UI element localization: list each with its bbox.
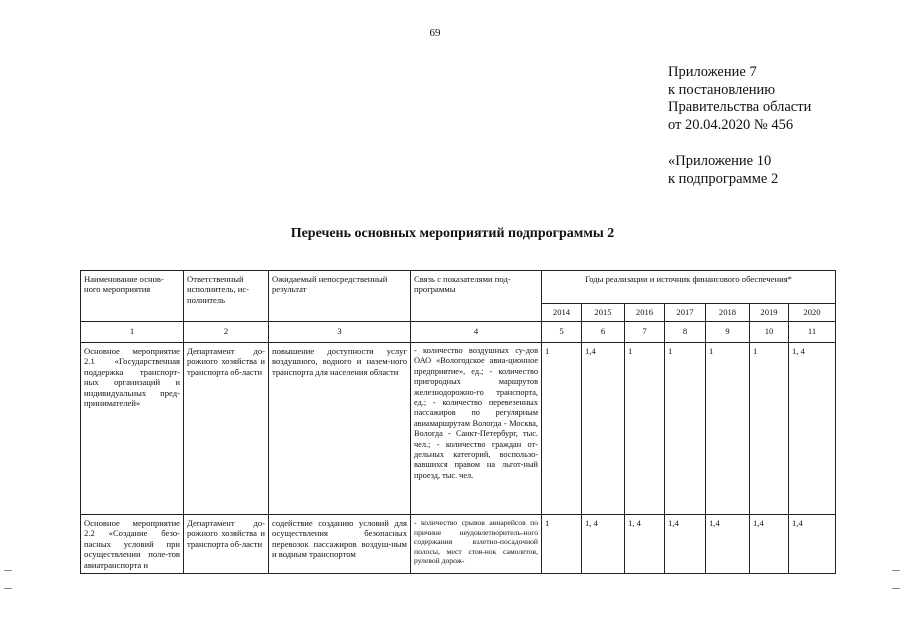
column-number: 5 <box>542 322 582 343</box>
document-title: Перечень основных мероприятий подпрограммы 2 <box>290 226 615 241</box>
year-source: 1 <box>542 515 582 574</box>
margin-mark <box>892 570 900 571</box>
header-years-group: Годы реализации и источник финансового обеспечения* <box>542 271 836 304</box>
year-source: 1,4 <box>706 515 750 574</box>
appendix-line: Приложение 7 <box>668 64 757 80</box>
header-indicators: Связь с показателями под-программы <box>411 271 542 322</box>
appendix-line: «Приложение 10 <box>668 153 772 169</box>
page-number: 69 <box>429 27 441 39</box>
margin-mark <box>892 588 900 589</box>
appendix-line: к постановлению <box>668 81 776 98</box>
header-name: Наименование основ-ного мероприятия <box>81 271 184 322</box>
measures-table <box>80 270 836 574</box>
appendix-line: Правительства области <box>668 99 812 115</box>
appendix-line: от 20.04.2020 № 456 <box>668 116 794 133</box>
column-number: 1 <box>81 322 184 343</box>
column-number: 9 <box>706 322 750 343</box>
year-header: 2018 <box>706 304 750 322</box>
column-number: 3 <box>269 322 411 343</box>
measure-name: Основное мероприятие 2.2 «Создание безо-пасных условий при осуществлении поле-тов авиатранспорта и <box>81 515 184 574</box>
year-header: 2016 <box>625 304 665 322</box>
year-header: 2014 <box>542 304 582 322</box>
column-number: 10 <box>750 322 789 343</box>
measure-indicators: - количество воздушных су-дов ОАО «Вологодское авиа-ционное предприятие», ед.; - количество пригородных маршрутов железнодорожно-го транспорта, ед.; - количество перевезенных пассажиров по регулярным авиамаршрутам Вологда - Москва, Вологда - Санкт-Петербург, тыс. чел.; - количество граждан от-дельных категорий, воспользо-вавшихся правом на льгот-ный проезд, тыс. чел. <box>411 343 542 515</box>
table-row <box>81 343 836 515</box>
column-number-row <box>81 322 836 343</box>
column-number: 8 <box>665 322 706 343</box>
column-number: 2 <box>184 322 269 343</box>
year-source: 1 <box>542 343 582 515</box>
measure-executor: Департамент до-рожного хозяйства и транспорта об-ласти <box>184 343 269 515</box>
measure-indicators: - количество срывов авиарейсов по причине неудовлетворитель-ного содержания взлетно-посадочной полосы, мест стоя-нок самолетов, рулевой дорож- <box>411 515 542 574</box>
column-number: 4 <box>411 322 542 343</box>
column-number: 7 <box>625 322 665 343</box>
year-header: 2020 <box>789 304 836 322</box>
column-number: 11 <box>789 322 836 343</box>
appendix-header <box>668 64 811 188</box>
year-header: 2019 <box>750 304 789 322</box>
year-header: 2017 <box>665 304 706 322</box>
column-number: 6 <box>582 322 625 343</box>
year-source: 1,4 <box>582 343 625 515</box>
measure-executor: Департамент до-рожного хозяйства и транспорта об-ласти <box>184 515 269 574</box>
year-source: 1, 4 <box>789 343 836 515</box>
year-source: 1 <box>665 343 706 515</box>
margin-mark <box>4 570 12 571</box>
year-source: 1, 4 <box>582 515 625 574</box>
year-source: 1,4 <box>789 515 836 574</box>
measure-result: содействие созданию условий для осуществления безопасных перевозок пассажиров воздуш-ным и водным транспортом <box>269 515 411 574</box>
year-source: 1,4 <box>665 515 706 574</box>
appendix-line: к подпрограмме 2 <box>668 170 779 187</box>
year-source: 1 <box>706 343 750 515</box>
header-executor: Ответственный исполнитель, ис-полнитель <box>184 271 269 322</box>
table-header-row <box>81 271 836 304</box>
year-source: 1 <box>625 343 665 515</box>
table-row <box>81 515 836 574</box>
header-result: Ожидаемый непосредственный результат <box>269 271 411 322</box>
year-source: 1, 4 <box>625 515 665 574</box>
year-header: 2015 <box>582 304 625 322</box>
measure-name: Основное мероприятие 2.1 «Государственная поддержка транспорт-ных организаций и индивидуальных пред-принимателей» <box>81 343 184 515</box>
year-source: 1 <box>750 343 789 515</box>
measure-result: повышение доступности услуг воздушного, водного и назем-ного транспорта для населения области <box>269 343 411 515</box>
year-source: 1,4 <box>750 515 789 574</box>
margin-mark <box>4 588 12 589</box>
